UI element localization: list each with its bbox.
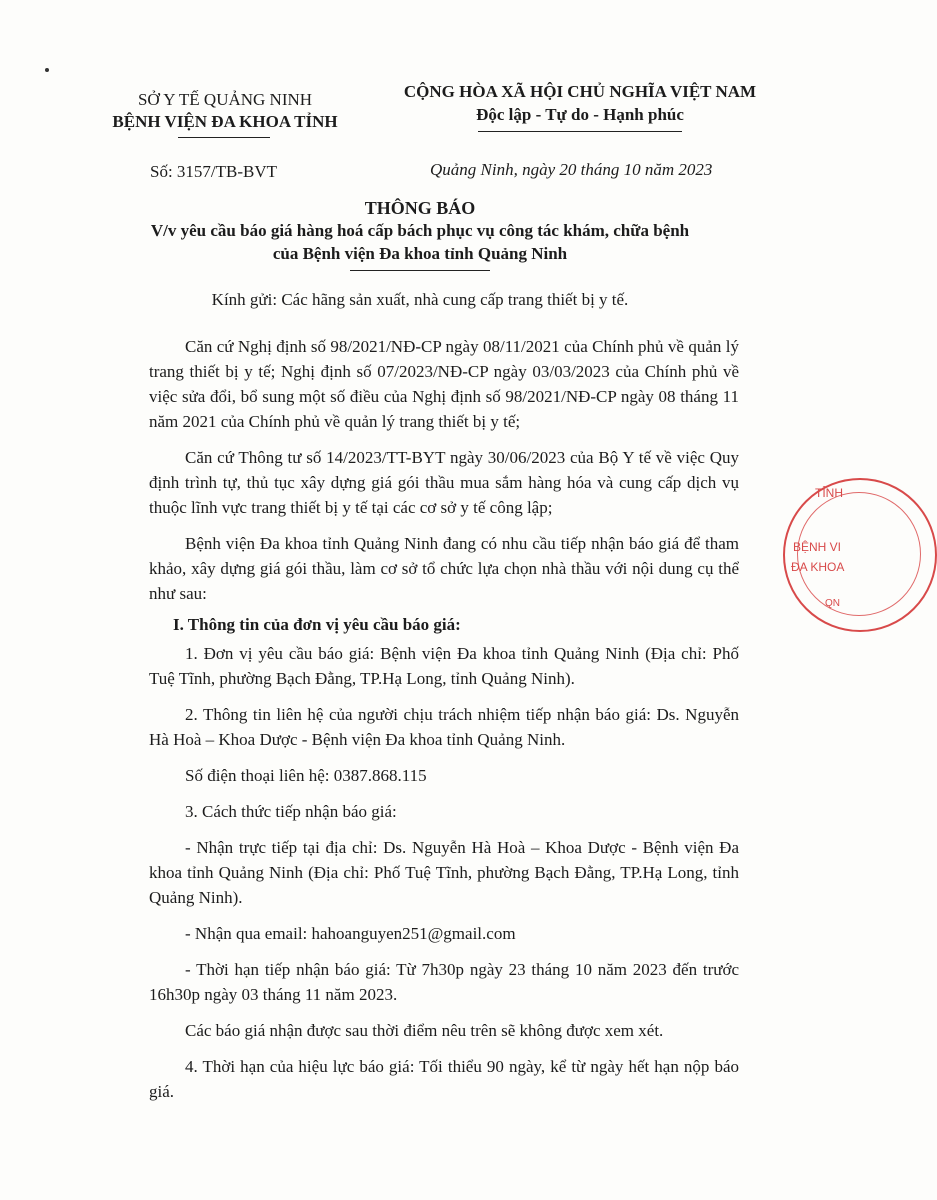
hospital-name: BỆNH VIỆN ĐA KHOA TỈNH [112, 112, 338, 131]
item-3a-direct-delivery: - Nhận trực tiếp tại địa chỉ: Ds. Nguyễn Hà Hoà – Khoa Dược - Bệnh viện Đa khoa tỉnh Quảng Ninh (Địa chỉ: Phố Tuệ Tĩnh, phường Bạch Đằng, TP.Hạ Long, tỉnh Quảng Ninh). [149, 838, 739, 907]
item-2-contact-info: 2. Thông tin liên hệ của người chịu trách nhiệm tiếp nhận báo giá: Ds. Nguyễn Hà Hoà – Khoa Dược - Bệnh viện Đa khoa tỉnh Quảng Ninh. [149, 705, 739, 749]
item-4-validity: 4. Thời hạn của hiệu lực báo giá: Tối thiểu 90 ngày, kể từ ngày hết hạn nộp báo giá. [149, 1057, 739, 1101]
item-3d-late-notice: Các báo giá nhận được sau thời điểm nêu trên sẽ không được xem xét. [185, 1021, 664, 1040]
left-header-rule [178, 137, 270, 138]
document-body [149, 334, 739, 1115]
purpose-paragraph: Bệnh viện Đa khoa tỉnh Quảng Ninh đang có nhu cầu tiếp nhận báo giá để tham khảo, xây dựng giá gói thầu, làm cơ sở tổ chức lựa chọn nhà thầu với nội dung cụ thể như sau: [149, 534, 739, 603]
seal-text-top: TỈNH [815, 486, 843, 500]
document-subject-line1: V/v yêu cầu báo giá hàng hoá cấp bách phục vụ công tác khám, chữa bệnh [150, 221, 690, 240]
red-seal-stamp [783, 478, 937, 632]
legal-basis-1: Căn cứ Nghị định số 98/2021/NĐ-CP ngày 08/11/2021 của Chính phủ về quản lý trang thiết bị y tế; Nghị định số 07/2023/NĐ-CP ngày 03/03/2023 của Chính phủ về việc sửa đổi, bổ sung một số điều của Nghị định số 98/2021/NĐ-CP ngày 08 tháng 11 năm 2021 của Chính phủ về quản lý trang thiết bị y tế; [149, 337, 739, 431]
document-subject-line2: của Bệnh viện Đa khoa tỉnh Quảng Ninh [272, 244, 568, 263]
right-header-rule [478, 131, 682, 132]
item-3c-deadline: - Thời hạn tiếp nhận báo giá: Từ 7h30p ngày 23 tháng 10 năm 2023 đến trước 16h30p ngày 03 tháng 11 năm 2023. [149, 960, 739, 1004]
place-date: Quảng Ninh, ngày 20 tháng 10 năm 2023 [430, 160, 713, 179]
recipient-line: Kính gửi: Các hãng sản xuất, nhà cung cấp trang thiết bị y tế. [211, 290, 629, 309]
item-3-receiving-methods: 3. Cách thức tiếp nhận báo giá: [185, 802, 397, 821]
document-title: THÔNG BÁO [364, 198, 476, 218]
item-1-requesting-unit: 1. Đơn vị yêu cầu báo giá: Bệnh viện Đa khoa tỉnh Quảng Ninh (Địa chỉ: Phố Tuệ Tĩnh, phường Bạch Đằng, TP.Hạ Long, tỉnh Quảng Ninh). [149, 644, 739, 688]
item-3b-email: - Nhận qua email: hahoanguyen251@gmail.com [185, 924, 516, 943]
seal-text-line1: BỆNH VI [793, 540, 842, 554]
document-number: Số: 3157/TB-BVT [150, 162, 278, 181]
seal-text-line2: ĐA KHOA [791, 560, 845, 574]
legal-basis-2: Căn cứ Thông tư số 14/2023/TT-BYT ngày 30/06/2023 của Bộ Y tế về việc Quy định trình tự, thủ tục xây dựng giá gói thầu mua sắm hàng hóa và cung cấp dịch vụ thuộc lĩnh vực trang thiết bị y tế tại các cơ sở y tế công lập; [149, 448, 739, 517]
section-heading-I: I. Thông tin của đơn vị yêu cầu báo giá: [173, 615, 461, 634]
agency-name: SỞ Y TẾ QUẢNG NINH [137, 90, 313, 109]
national-motto: Độc lập - Tự do - Hạnh phúc [476, 105, 684, 124]
seal-inner-ring [797, 492, 921, 616]
national-title: CỘNG HÒA XÃ HỘI CHỦ NGHĨA VIỆT NAM [403, 82, 757, 101]
contact-phone: Số điện thoại liên hệ: 0387.868.115 [185, 766, 427, 785]
title-rule [350, 270, 490, 271]
scan-speck [45, 68, 49, 72]
seal-text-bottom: QN [825, 598, 840, 609]
